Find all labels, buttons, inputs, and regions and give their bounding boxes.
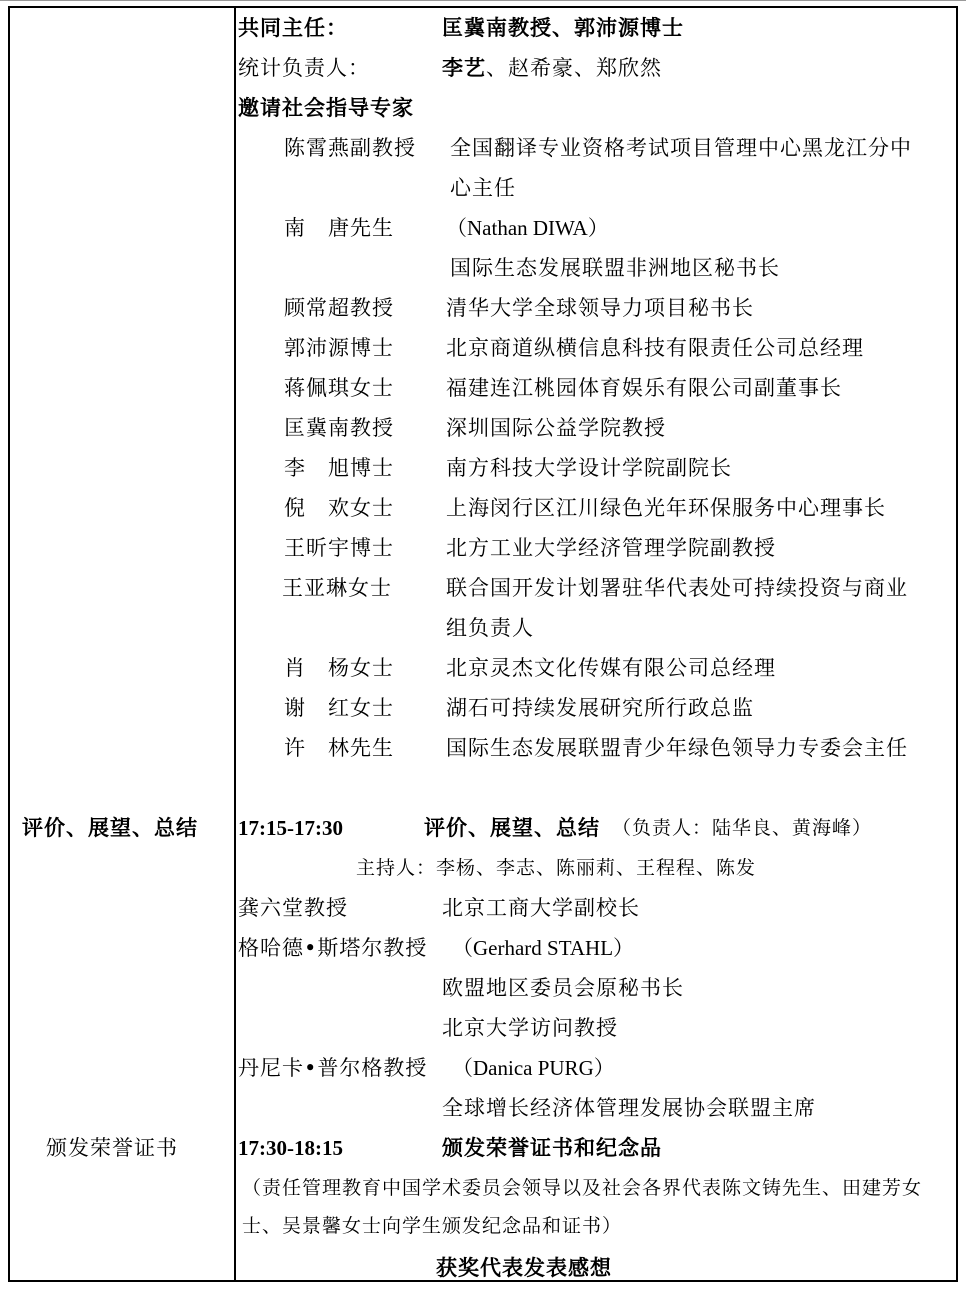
- speaker-name: 格哈德•斯塔尔教授: [238, 936, 428, 960]
- speaker-latin-name: （Gerhard STAHL）: [452, 936, 635, 960]
- eval-title: 评价、展望、总结: [424, 815, 600, 840]
- expert-role: 湖石可持续发展研究所行政总监: [446, 696, 754, 720]
- column-divider: [234, 6, 236, 1282]
- co-chair-label: 共同主任：: [238, 15, 348, 40]
- expert-name: 匡冀南教授: [284, 416, 394, 440]
- expert-role: （Nathan DIWA）: [446, 216, 609, 240]
- expert-role: 北方工业大学经济管理学院副教授: [446, 536, 776, 560]
- expert-name: 蒋佩琪女士: [284, 376, 394, 400]
- expert-name: 倪 欢女士: [284, 496, 394, 520]
- award-title: 颁发荣誉证书和纪念品: [442, 1135, 662, 1160]
- expert-role: 全国翻译专业资格考试项目管理中心黑龙江分中: [450, 136, 912, 160]
- award-time: 17:30-18:15: [238, 1136, 343, 1160]
- row-label-evaluation: 评价、展望、总结: [22, 815, 198, 840]
- expert-role-cont: 组负责人: [446, 616, 534, 640]
- expert-name: 肖 杨女士: [284, 656, 394, 680]
- row-label-award: 颁发荣誉证书: [46, 1136, 178, 1160]
- expert-name: 顾常超教授: [284, 296, 394, 320]
- award-note-cont: 士、吴景馨女士向学生颁发纪念品和证书）: [242, 1215, 623, 1237]
- expert-name: 陈霄燕副教授: [284, 136, 416, 160]
- expert-role: 北京商道纵横信息科技有限责任公司总经理: [446, 336, 864, 360]
- expert-role-cont: 国际生态发展联盟非洲地区秘书长: [450, 256, 780, 280]
- speaker-name: 丹尼卡•普尔格教授: [238, 1056, 428, 1080]
- stats-value: [442, 56, 662, 80]
- stats-value-rest: 、赵希豪、郑欣然: [486, 56, 662, 80]
- eval-time: 17:15-17:30: [238, 816, 343, 840]
- expert-name: 许 林先生: [284, 736, 394, 760]
- expert-role: 上海闵行区江川绿色光年环保服务中心理事长: [446, 496, 886, 520]
- expert-role: 福建连江桃园体育娱乐有限公司副董事长: [446, 376, 842, 400]
- closing-item: 获奖代表发表感想: [436, 1255, 612, 1280]
- stats-label: 统计负责人：: [238, 56, 370, 80]
- award-note: （责任管理教育中国学术委员会领导以及社会各界代表陈文铸先生、田建芳女: [242, 1177, 923, 1199]
- eval-hosts: 主持人：李杨、李志、陈丽莉、王程程、陈发: [356, 857, 757, 879]
- expert-name: 南 唐先生: [284, 216, 394, 240]
- page-top-rule: [0, 0, 966, 1]
- speaker-title: 欧盟地区委员会原秘书长: [442, 976, 684, 1000]
- expert-role: 清华大学全球领导力项目秘书长: [446, 296, 754, 320]
- expert-name: 谢 红女士: [284, 696, 394, 720]
- expert-name: 王亚琳女士: [282, 576, 392, 600]
- expert-name: 郭沛源博士: [284, 336, 394, 360]
- eval-responsible: （负责人：陆华良、黄海峰）: [612, 817, 873, 839]
- expert-role: 联合国开发计划署驻华代表处可持续投资与商业: [446, 576, 908, 600]
- speaker-name: 龚六堂教授: [238, 896, 348, 920]
- expert-role: 南方科技大学设计学院副院长: [446, 456, 732, 480]
- expert-name: 王昕宇博士: [284, 536, 394, 560]
- co-chair-value: 匡冀南教授、郭沛源博士: [442, 15, 684, 40]
- expert-name: 李 旭博士: [284, 456, 394, 480]
- expert-role: 深圳国际公益学院教授: [446, 416, 666, 440]
- experts-heading: 邀请社会指导专家: [238, 95, 414, 120]
- expert-role-cont: 心主任: [450, 176, 516, 200]
- speaker-title: 北京大学访问教授: [442, 1016, 618, 1040]
- stats-value-lead: 李艺: [442, 55, 486, 80]
- expert-role: 北京灵杰文化传媒有限公司总经理: [446, 656, 776, 680]
- speaker-latin-name: （Danica PURG）: [452, 1056, 615, 1080]
- speaker-title: 北京工商大学副校长: [442, 896, 640, 920]
- expert-role: 国际生态发展联盟青少年绿色领导力专委会主任: [446, 736, 908, 760]
- speaker-title: 全球增长经济体管理发展协会联盟主席: [442, 1096, 816, 1120]
